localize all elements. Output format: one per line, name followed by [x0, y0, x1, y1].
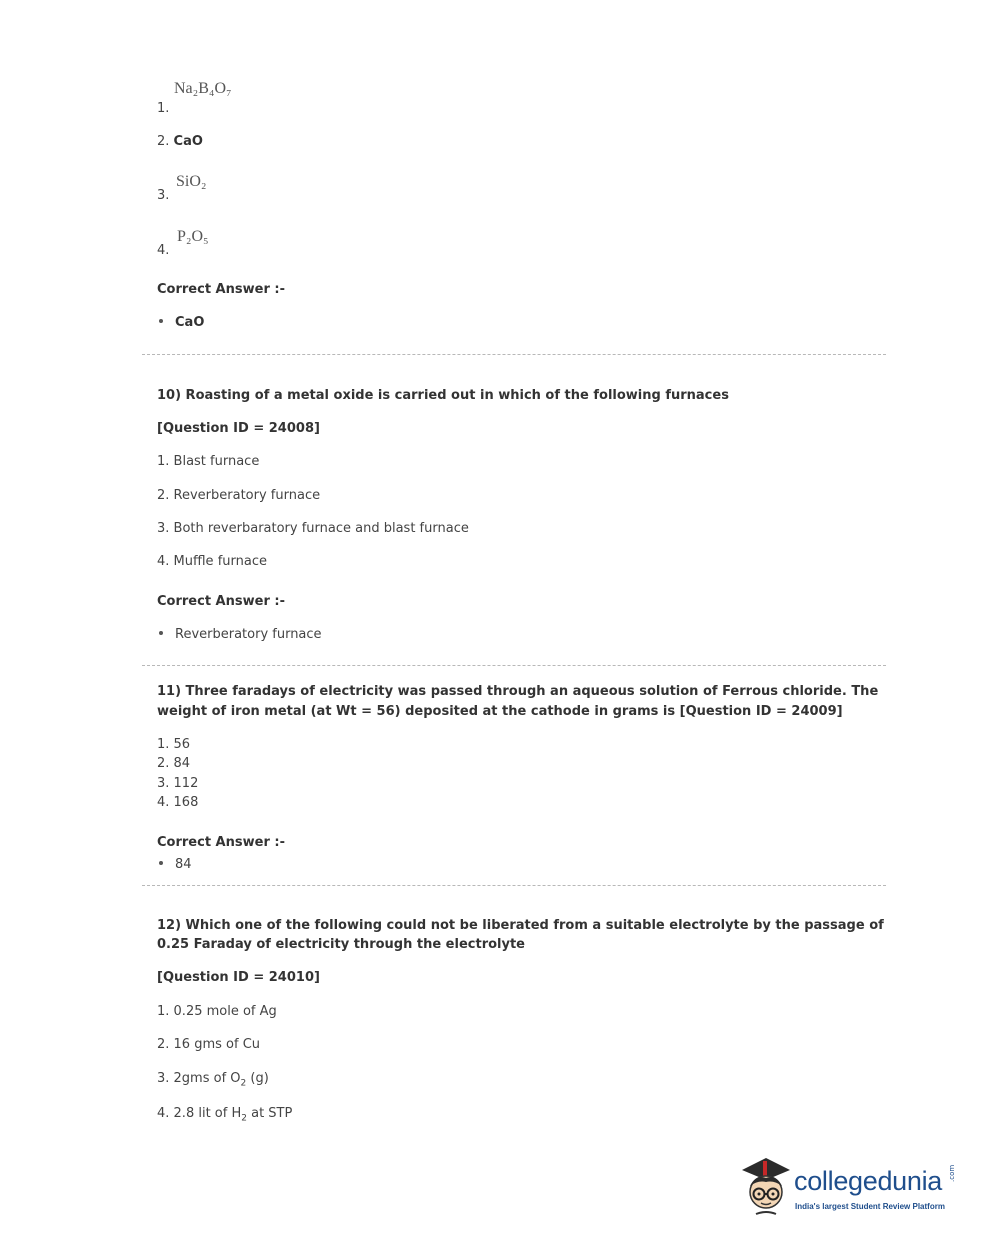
- bullet-icon: [159, 631, 163, 635]
- q9-option-3-formula: SiO₂: [176, 173, 207, 190]
- q11-correct-answer-value: 84: [175, 857, 192, 872]
- brand-tld: .com: [948, 1164, 956, 1182]
- brand-name: collegedunia: [794, 1166, 943, 1196]
- q9-option-1-formula: Na₂B₄O₇: [174, 80, 232, 97]
- q10-option-2: 2. Reverberatory furnace: [157, 488, 321, 503]
- q12-option-4: [157, 1106, 292, 1124]
- q10-question: 10) Roasting of a metal oxide is carried out in which of the following furnaces: [157, 388, 729, 403]
- q9-correct-answer: [157, 315, 204, 330]
- q11-option-3: 3. 112: [157, 776, 199, 791]
- q9-correct-answer-label: Correct Answer :-: [157, 282, 285, 297]
- q9-correct-answer-value: CaO: [175, 315, 205, 330]
- q12-option-1: 1. 0.25 mole of Ag: [157, 1004, 277, 1019]
- q11-option-1: 1. 56: [157, 737, 191, 752]
- q9-option-2: [157, 134, 203, 149]
- q11-option-4: 4. 168: [157, 795, 199, 810]
- brand-tagline: India's largest Student Review Platform: [795, 1202, 945, 1211]
- collegedunia-logo: [736, 1152, 966, 1224]
- q10-option-3: 3. Both reverbaratory furnace and blast furnace: [157, 521, 469, 536]
- q10-option-4: 4. Muffle furnace: [157, 554, 267, 569]
- q10-correct-answer-label: Correct Answer :-: [157, 594, 285, 609]
- q10-option-1: 1. Blast furnace: [157, 454, 260, 469]
- q9-option-3-number: 3.: [157, 188, 170, 203]
- q9-option-2-text: CaO: [173, 134, 203, 149]
- q9-option-2-number: 2.: [157, 134, 170, 149]
- q12-option-4-suffix: at STP: [246, 1106, 293, 1121]
- q9-option-1-number: 1.: [157, 101, 170, 116]
- q12-question-line-2: 0.25 Faraday of electricity through the electrolyte: [157, 937, 525, 952]
- bullet-icon: [159, 319, 163, 323]
- separator: [142, 354, 886, 355]
- q12-option-3-subscript: 2: [240, 1078, 247, 1089]
- q10-correct-answer: [157, 627, 322, 642]
- q11-correct-answer-label: Correct Answer :-: [157, 835, 285, 850]
- q11-question-line-2: weight of iron metal (at Wt = 56) deposited at the cathode in grams is [Question ID = 24009]: [157, 704, 843, 719]
- q10-question-id: [Question ID = 24008]: [157, 421, 320, 436]
- q10-correct-answer-value: Reverberatory furnace: [175, 627, 322, 642]
- q12-option-3-text: 3. 2gms of O: [157, 1071, 241, 1086]
- q12-option-3: [157, 1071, 269, 1089]
- q12-option-4-subscript: 2: [241, 1113, 247, 1124]
- q12-question-id: [Question ID = 24010]: [157, 970, 320, 985]
- q12-option-3-suffix: (g): [246, 1071, 269, 1086]
- separator: [142, 665, 886, 666]
- separator: [142, 885, 886, 886]
- q9-option-4-formula: P₂O₅: [177, 228, 209, 245]
- q12-question-line-1: 12) Which one of the following could not be liberated from a suitable electrolyte by the passage of: [157, 918, 884, 933]
- q9-option-4-number: 4.: [157, 243, 170, 258]
- q12-option-4-text: 4. 2.8 lit of H: [157, 1106, 242, 1121]
- q11-option-2: 2. 84: [157, 756, 191, 771]
- mascot-icon: [736, 1152, 796, 1218]
- bullet-icon: [159, 861, 163, 865]
- q11-question-line-1: 11) Three faradays of electricity was passed through an aqueous solution of Ferrous chloride. The: [157, 684, 879, 699]
- q11-correct-answer: [157, 857, 192, 872]
- q12-option-2: 2. 16 gms of Cu: [157, 1037, 261, 1052]
